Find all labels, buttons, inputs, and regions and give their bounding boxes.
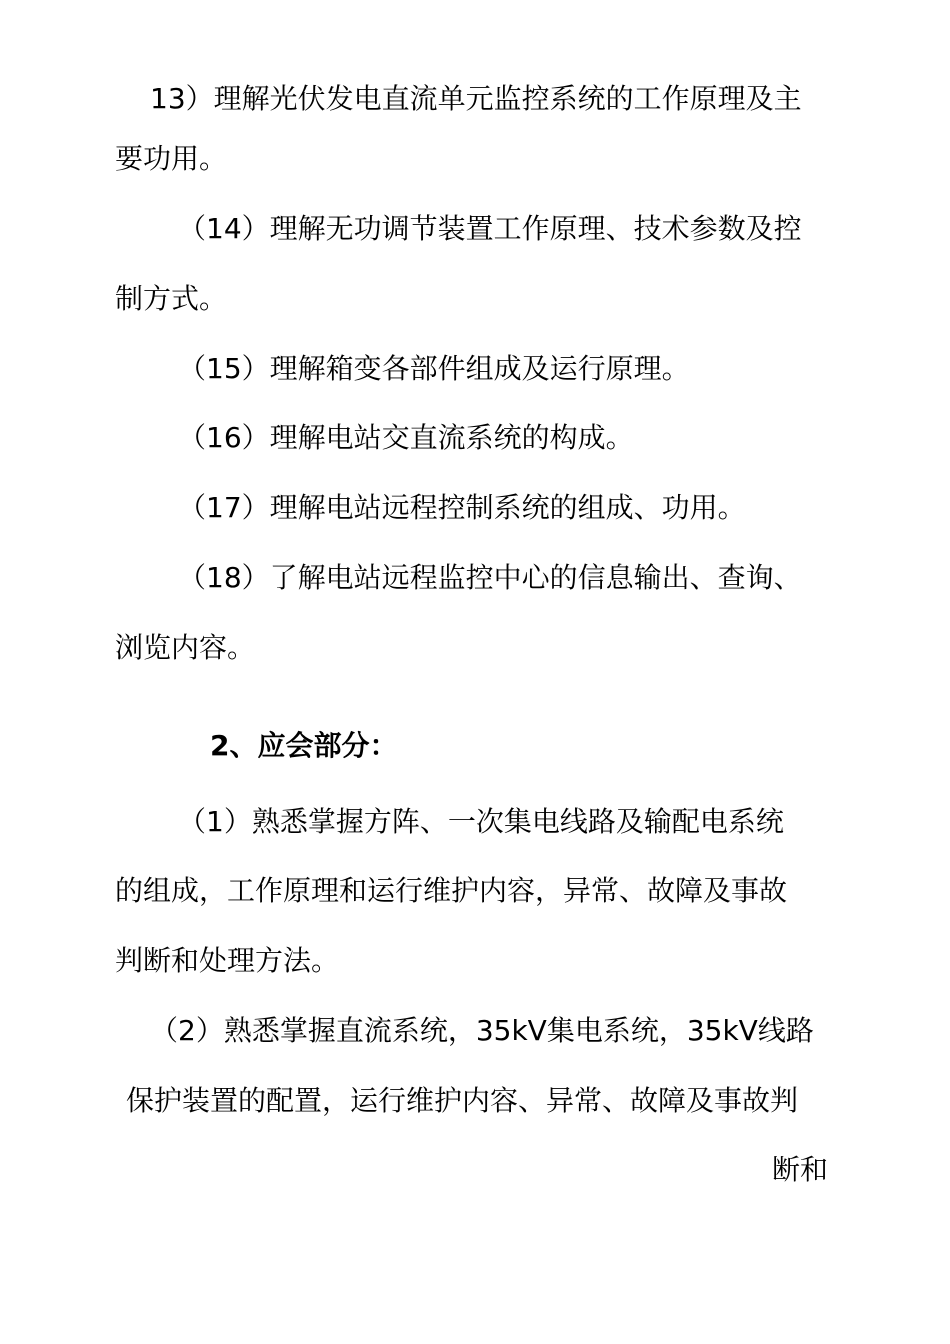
item-2-line-3: 断和 (772, 1153, 829, 1186)
item-2-line-1: （2）熟悉掌握直流系统，35kV集电系统，35kV线路 (150, 1014, 814, 1047)
paragraph-14-line-2: 制方式。 (115, 282, 228, 315)
item-1-line-1: （1）熟悉掌握方阵、一次集电线路及输配电系统 (178, 805, 784, 838)
paragraph-13-line-1: 13）理解光伏发电直流单元监控系统的工作原理及主 (150, 82, 802, 115)
paragraph-16: （16）理解电站交直流系统的构成。 (178, 421, 634, 454)
paragraph-13-line-2: 要功用。 (115, 142, 228, 175)
item-1-line-3: 判断和处理方法。 (115, 944, 340, 977)
paragraph-18-line-1: （18）了解电站远程监控中心的信息输出、查询、 (178, 561, 802, 594)
section-heading: 2、应会部分： (210, 729, 398, 762)
paragraph-15: （15）理解箱变各部件组成及运行原理。 (178, 352, 690, 385)
paragraph-18-line-2: 浏览内容。 (115, 631, 256, 664)
paragraph-14-line-1: （14）理解无功调节装置工作原理、技术参数及控 (178, 212, 802, 245)
item-1-line-2: 的组成，工作原理和运行维护内容，异常、故障及事故 (115, 874, 788, 907)
paragraph-17: （17）理解电站远程控制系统的组成、功用。 (178, 491, 746, 524)
item-2-line-2: 保护装置的配置，运行维护内容、异常、故障及事故判 (126, 1084, 799, 1117)
